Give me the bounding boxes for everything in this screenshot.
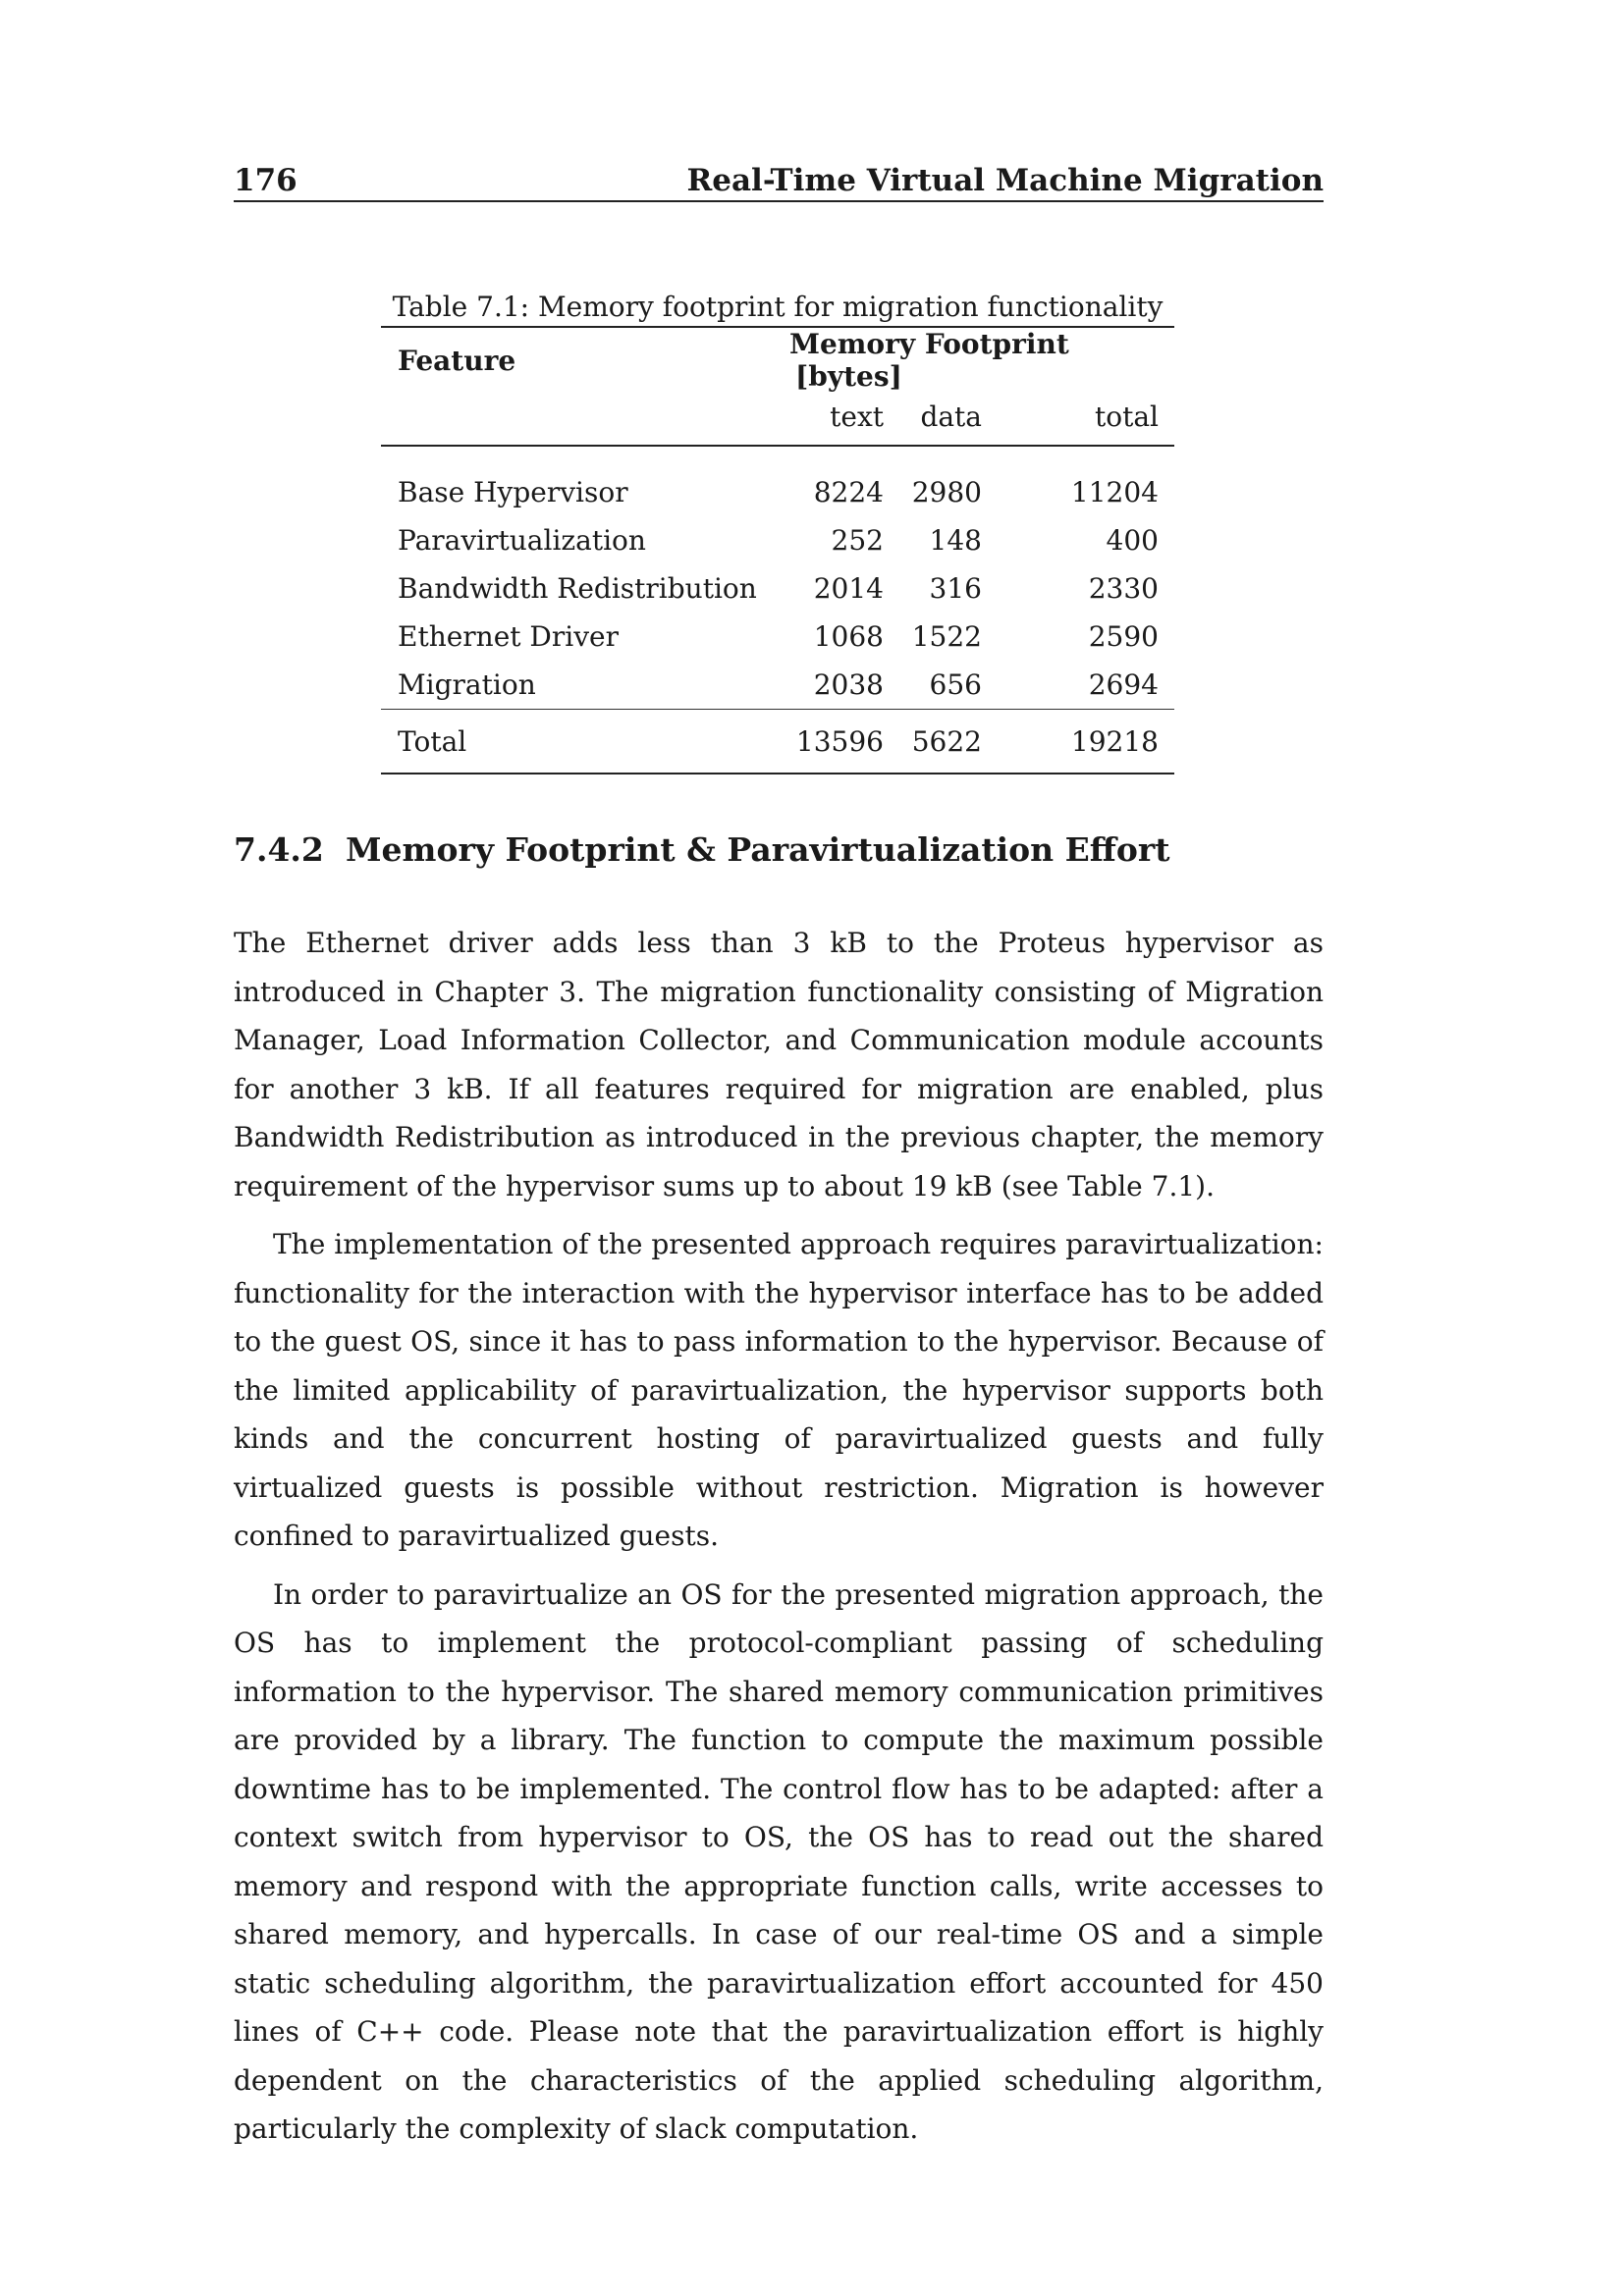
header-memory-footprint-label: Memory Footprint [bytes]: [789, 328, 1069, 393]
table-row: [381, 661, 1174, 710]
subheader-total: total: [1094, 400, 1159, 433]
paragraph: The implementation of the presented approach requires paravirtualization: functionality for the interaction with the hypervisor interface has to be added to the guest OS, since it has to pass information to the hypervisor. Because of the limited applicability of paravirtualization, the hypervisor supports both kinds and the concurrent hosting of paravirtualized guests and fully virtualized guests is possible without restriction. Migration is however confined to paravirtualized guests.: [234, 1228, 1324, 1552]
table-row: [381, 613, 1174, 661]
section-title: Memory Footprint & Paravirtualization Effort: [346, 830, 1170, 869]
row-feature: Migration: [398, 668, 536, 701]
total-data: 5622: [911, 724, 982, 758]
memory-footprint-table: [381, 326, 1174, 774]
row-total: 2330: [1088, 572, 1159, 605]
body-text: [234, 919, 1324, 2163]
section-heading: [234, 830, 1170, 869]
paragraph: The Ethernet driver adds less than 3 kB to the Proteus hypervisor as introduced in Chapter 3. The migration functionality consisting of Migration Manager, Load Information Collector, and Communication module accounts for another 3 kB. If all features required for migration are enabled, plus Bandwidth Redistribution as introduced in the previous chapter, the memory requirement of the hypervisor sums up to about 19 kB (see Table 7.1).: [234, 927, 1324, 1202]
row-data: 2980: [911, 476, 982, 508]
header-memory-footprint: [789, 327, 1174, 393]
row-text: 2038: [813, 668, 884, 701]
row-data: 1522: [911, 620, 982, 653]
table-caption: Table 7.1: Memory footprint for migration functionality: [392, 291, 1164, 323]
table-subheader-row: [381, 393, 1174, 446]
row-feature: Paravirtualization: [398, 524, 646, 557]
running-title: Real-Time Virtual Machine Migration: [686, 163, 1324, 198]
row-total: 2694: [1088, 668, 1159, 701]
row-feature: Base Hypervisor: [398, 476, 628, 508]
row-feature: Ethernet Driver: [398, 620, 619, 653]
subheader-empty: [381, 393, 795, 446]
paragraph: In order to paravirtualize an OS for the presented migration approach, the OS has to implement the protocol-compliant passing of scheduling information to the hypervisor. The shared memory communication primitives are provided by a library. The function to compute the maximum possible downtime has to be implemented. The control flow has to be adapted: after a context switch from hypervisor to OS, the OS has to read out the shared memory and respond with the appropriate function calls, write accesses to shared memory, and hypercalls. In case of our real-time OS and a simple static scheduling algorithm, the paravirtualization effort accounted for 450 lines of C++ code. Please note that the paravirtualization effort is highly dependent on the characteristics of the applied scheduling algorithm, particularly the complexity of slack computation.: [234, 1577, 1324, 2145]
running-header: [234, 161, 1324, 202]
table-row: [381, 446, 1174, 516]
table-row: [381, 516, 1174, 564]
row-text: 8224: [813, 476, 884, 508]
row-text: 252: [831, 524, 884, 557]
total-total: 19218: [1070, 724, 1159, 758]
subheader-data: data: [920, 400, 982, 433]
subheader-text: text: [830, 400, 884, 433]
row-data: 656: [929, 668, 982, 701]
row-data: 148: [929, 524, 982, 557]
table-total-row: [381, 710, 1174, 774]
total-text: 13596: [795, 724, 884, 758]
section-number: 7.4.2: [234, 830, 324, 869]
page-number: 176: [234, 163, 298, 198]
table-row: [381, 564, 1174, 613]
row-text: 2014: [813, 572, 884, 605]
table-header-row: [381, 327, 1174, 393]
row-data: 316: [929, 572, 982, 605]
total-label: Total: [398, 724, 467, 758]
row-total: 11204: [1070, 476, 1159, 508]
row-total: 2590: [1088, 620, 1159, 653]
header-feature: Feature: [398, 344, 516, 377]
row-text: 1068: [813, 620, 884, 653]
row-feature: Bandwidth Redistribution: [398, 572, 757, 605]
row-total: 400: [1106, 524, 1159, 557]
